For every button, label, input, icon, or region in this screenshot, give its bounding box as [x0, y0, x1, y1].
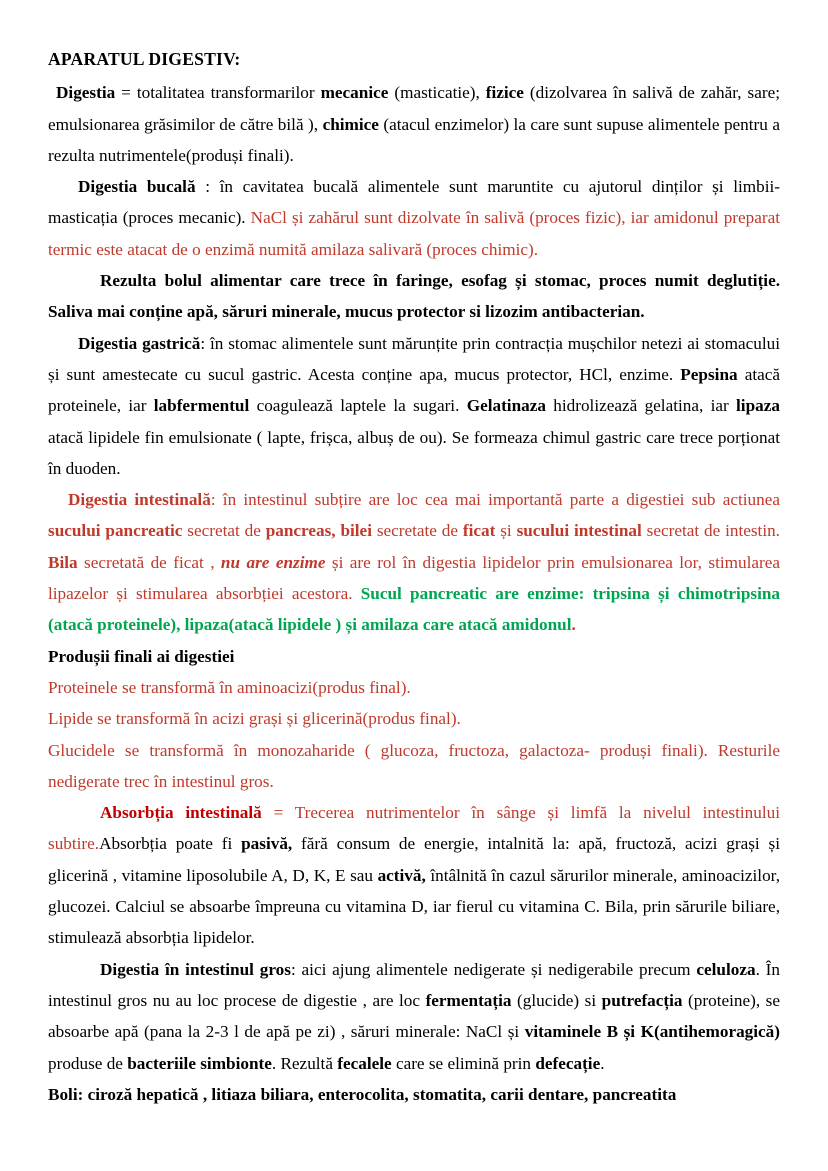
paragraph-absorbtia-intestinala	[48, 797, 780, 953]
p5-text-4: secretat de	[182, 521, 266, 541]
term-fecalele: fecalele	[337, 1053, 392, 1073]
p1-text-6: (dizolvarea în salivă de zahăr, sare; emulsionarea grăsimilor de către bilă ),	[48, 83, 781, 134]
p10-text-7: întâlnită în cazul sărurilor minerale, aminoacizilor, glucozei. Calciul se absoarbe împreuna cu vitamina D, iar fierul cu vitamina C. Bila, prin sărurile biliare, stimulează absorbția lipidelor.	[48, 865, 780, 948]
paragraph-digestia-intestinala	[48, 484, 780, 640]
term-digestia-gastrica: Digestia gastrică	[78, 333, 201, 353]
paragraph-lipide	[48, 703, 780, 734]
term-fermentatia: fermentația	[425, 990, 512, 1010]
term-defecatie: defecație	[535, 1053, 601, 1073]
p5-text-8: și	[495, 521, 517, 541]
term-celuloza: celuloza	[696, 959, 756, 979]
term-bila: Bila	[48, 552, 78, 572]
heading-produsii-finali	[48, 641, 780, 672]
term-digestia: Digestia	[56, 83, 116, 103]
p4-text-4: atacă proteinele, iar	[48, 364, 780, 416]
p12-text: Boli: ciroză hepatică , litiaza biliara, enterocolita, stomatita, carii dentare, pancreatita	[48, 1084, 677, 1104]
term-putrefactia: putrefacția	[601, 990, 683, 1010]
p1-text-8: (atacul enzimelor) la care sunt supuse alimentele pentru a rezulta nutrimentele(produși finali).	[48, 114, 780, 165]
term-mecanice: mecanice	[320, 83, 389, 103]
paragraph-boli	[48, 1079, 780, 1110]
paragraph-digestia-definition	[48, 77, 780, 171]
p11-text-4: . În intestinul gros nu au loc procese de digestie , are loc	[48, 959, 780, 1010]
p10-text-3: Absorbția poate fi	[99, 834, 242, 854]
term-digestia-intestinul-gros: Digestia în intestinul gros	[100, 959, 291, 979]
term-pepsina: Pepsina	[680, 364, 738, 384]
paragraph-digestia-gastrica	[48, 328, 780, 484]
term-activa: activă,	[377, 865, 426, 885]
paragraph-glucidele	[48, 735, 780, 798]
term-nu-are-enzime: nu are enzime	[220, 552, 326, 572]
term-digestia-bucala: Digestia bucală	[78, 177, 196, 197]
p2-text-red: NaCl și zahărul sunt dizolvate în salivă (proces fizic), iar amidonul preparat termic este atacat de o enzimă numită amilaza salivară (proces chimic).	[48, 208, 780, 259]
p7-text: Proteinele se transformă în aminoacizi(produs final).	[48, 677, 411, 697]
p11-text-8: (proteine), se absoarbe apă (pana la 2-3 l de apă pe zi) , săruri minerale: NaCl și	[48, 990, 780, 1042]
term-vitaminele-b-k: vitaminele B și K(antihemoragică)	[524, 1022, 781, 1042]
term-pasiva: pasivă,	[241, 834, 293, 854]
p4-text-10: atacă lipidele fin emulsionate ( lapte, frișca, albuș de ou). Se formeaza chimul gastric care trece porționat în duoden.	[48, 427, 780, 478]
p1-text-2: = totalitatea transformarilor	[115, 83, 321, 103]
p5-text-2: : în intestinul subțire are loc cea mai importantă parte a digestiei sub actiunea	[210, 490, 780, 510]
p9-text: Glucidele se transformă în monozaharide ( glucoza, fructoza, galactoza- produși finali). Resturile nedigerate trec în intestinul gros.	[48, 740, 780, 791]
p5-text-green-enzymes: Sucul pancreatic are enzime: tripsina și chimotripsina (atacă proteinele), lipaza(atacă lipidele ) și amilaza care atacă amidonul	[48, 584, 780, 635]
term-digestia-intestinala: Digestia intestinală	[68, 490, 211, 510]
term-bacteriile-simbionte: bacteriile simbionte	[127, 1053, 272, 1073]
p8-text: Lipide se transformă în acizi grași și glicerină(produs final).	[48, 709, 461, 729]
term-pancreas-bilei: pancreas, bilei	[265, 521, 372, 541]
p11-text-2: : aici ajung alimentele nedigerate și nedigerabile precum	[290, 959, 697, 979]
p10-text-2: = Trecerea nutrimentelor în sânge și limfă la nivelul intestinului subtire.	[48, 803, 780, 854]
p10-text-5: fără consum de energie, intalnită la: apă, fructoză, acizi grași și glicerină , vitamine liposolubile A, D, K, E sau	[48, 834, 780, 885]
paragraph-digestia-intestinul-gros	[48, 954, 780, 1079]
p5-text-period: .	[571, 615, 576, 635]
paragraph-rezulta-bolul	[48, 265, 780, 328]
p11-text-16: .	[600, 1053, 605, 1073]
p11-text-10: produse de	[48, 1053, 128, 1073]
p4-text-8: hidrolizează gelatina, iar	[545, 396, 737, 416]
p5-text-14: și are rol în digestia lipidelor prin emulsionarea lor, stimularea lipazelor și stimularea absorbției acestora.	[48, 552, 780, 604]
term-chimice: chimice	[322, 114, 379, 134]
term-fizice: fizice	[485, 83, 524, 103]
p5-text-12: secretată de ficat ,	[77, 552, 221, 572]
term-labfermentul: labfermentul	[153, 396, 250, 416]
p2-text-2: : în cavitatea bucală alimentele sunt maruntite cu ajutorul dinților și limbii-masticația (proces mecanic).	[48, 177, 780, 228]
paragraph-digestia-bucala	[48, 171, 780, 265]
page-title: APARATUL DIGESTIV:	[48, 49, 241, 69]
p6-text: Produșii finali ai digestiei	[48, 646, 235, 666]
p3-text: Rezulta bolul alimentar care trece în faringe, esofag și stomac, proces numit deglutiție. Saliva mai conține apă, săruri minerale, mucus protector si lizozim antibacterian.	[48, 271, 780, 322]
p4-text-6: coagulează laptele la sugari.	[249, 396, 467, 416]
term-sucul-intestinal: sucului intestinal	[516, 521, 642, 541]
p11-text-12: . Rezultă	[271, 1053, 338, 1073]
p1-text-4: (masticatie),	[388, 83, 486, 103]
p4-text-2: : în stomac alimentele sunt mărunțite prin contracția mușchilor netezi ai stomacului și sunt amestecate cu sucul gastric. Acesta conține apa, mucus protector, HCl, enzime.	[48, 333, 780, 384]
document-body	[48, 44, 780, 1110]
term-lipaza: lipaza	[736, 396, 780, 416]
p5-text-6: secretate de	[371, 521, 463, 541]
p5-text-10: secretat de intestin.	[641, 521, 780, 541]
term-gelatinaza: Gelatinaza	[466, 396, 546, 416]
term-ficat: ficat	[462, 521, 496, 541]
p11-text-6: (glucide) si	[511, 990, 602, 1010]
term-sucul-pancreatic: sucului pancreatic	[48, 521, 183, 541]
term-absorbtia-intestinala: Absorbția intestinală	[100, 803, 262, 823]
paragraph-proteinele	[48, 672, 780, 703]
p11-text-14: care se elimină prin	[391, 1053, 536, 1073]
